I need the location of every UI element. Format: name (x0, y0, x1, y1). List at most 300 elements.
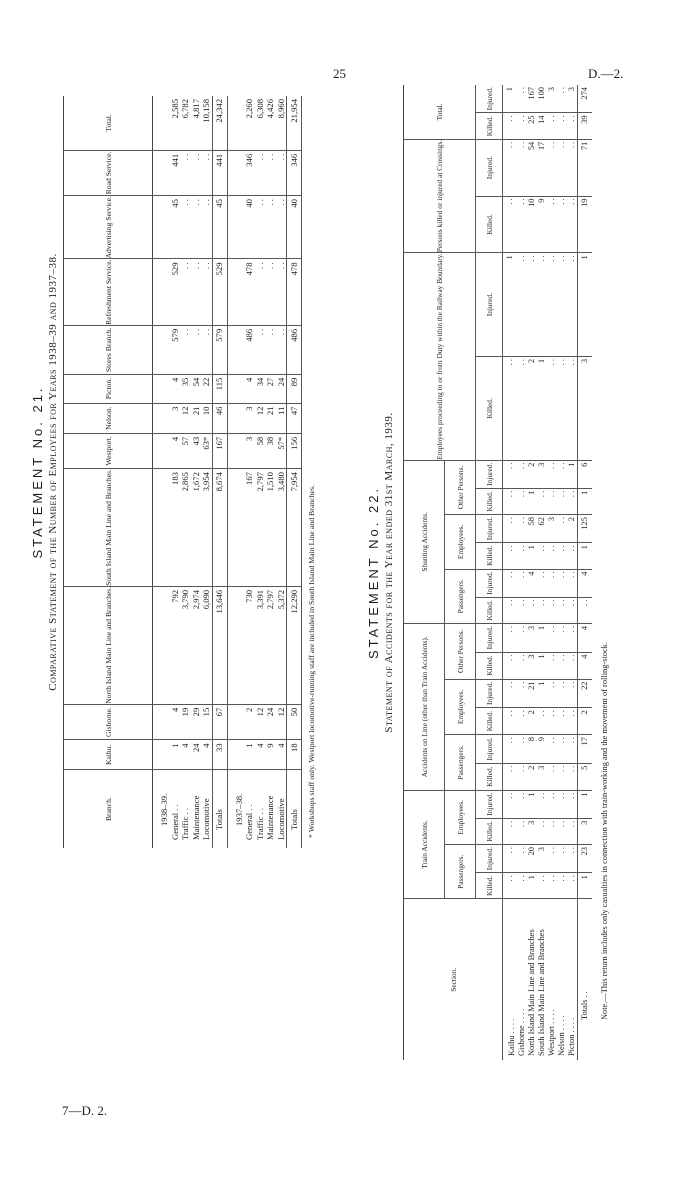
column-header: Killed. (476, 356, 503, 460)
table-cell: . . (517, 113, 527, 139)
table-cell: 478 (287, 259, 302, 325)
table-row (527, 85, 537, 1060)
table-cell: 18 (287, 740, 302, 770)
table-cell: 1 (578, 488, 593, 514)
table-cell: . . (265, 196, 276, 259)
table-row (255, 96, 266, 848)
group-header-row (404, 85, 445, 1060)
table-cell: . . (567, 139, 578, 196)
table-cell: . . (517, 597, 527, 623)
table-row (557, 85, 567, 1060)
table-cell: 3 (244, 403, 255, 433)
table-cell: . . (567, 845, 578, 873)
table-cell: . . (547, 543, 557, 569)
column-header: Westport. (64, 433, 153, 468)
table-cell: 2,865 (180, 469, 191, 587)
table-cell: . . (567, 873, 578, 899)
table-row (191, 96, 202, 848)
column-header: Killed. (476, 488, 503, 514)
table-cell: . . (191, 150, 202, 195)
table-cell: . . (517, 790, 527, 818)
table-cell: 4 (170, 704, 181, 740)
totals-row (578, 85, 593, 1060)
table-cell: 62 (537, 515, 547, 543)
table-row (265, 96, 276, 848)
table-cell: . . (517, 85, 527, 113)
table-cell: 4 (244, 374, 255, 403)
table-cell: . . (567, 113, 578, 139)
table-cell: . . (517, 569, 527, 597)
table-cell: 2 (244, 704, 255, 740)
table-cell: 183 (170, 469, 181, 587)
table-cell: 1 (244, 740, 255, 770)
table-cell: 6 (578, 460, 593, 488)
column-header: Total. (64, 96, 153, 150)
table-cell: . . (503, 488, 518, 514)
table-cell: . . (547, 623, 557, 652)
table-cell: . . (255, 259, 266, 325)
table-cell: 54 (191, 374, 202, 403)
table-cell: 486 (287, 325, 302, 374)
table-cell: . . (201, 325, 212, 374)
table-cell: . . (547, 790, 557, 818)
section-label: South Island Main Line and Branches (537, 929, 546, 1056)
table-cell: . . (517, 652, 527, 679)
column-header: Employees. (445, 790, 476, 844)
column-header: Passengers. (445, 845, 476, 899)
table-cell: . . (503, 113, 518, 139)
column-header: Killed. (476, 113, 503, 139)
column-header: Injured. (476, 460, 503, 488)
table-cell: 3,480 (276, 469, 287, 587)
table-cell: 1 (170, 740, 181, 770)
table-cell: 29 (191, 704, 202, 740)
table-cell: 115 (212, 374, 227, 403)
table-cell: . . (537, 488, 547, 514)
table-cell: 2 (527, 763, 537, 790)
table-cell: 792 (170, 586, 181, 704)
statement-22-note: Note.—This return includes only casualties in connection with train-working and the movement of rolling-stock. (600, 642, 609, 1020)
column-header: Total. (404, 85, 476, 139)
table-cell: . . (517, 735, 527, 764)
table-cell: 9 (537, 735, 547, 764)
table-cell: 1 (578, 543, 593, 569)
table-cell: 5 (578, 763, 593, 790)
table-cell: 100 (537, 85, 547, 113)
column-header: Passengers. (445, 569, 476, 623)
table-cell: 14 (537, 113, 547, 139)
table-cell: . . (537, 873, 547, 899)
table-cell: . . (503, 356, 518, 460)
table-cell: 167 (212, 433, 227, 468)
table-cell: . . (557, 460, 567, 488)
table-cell: 4 (170, 433, 181, 468)
table-cell: 54 (527, 139, 537, 196)
column-header: Nelson. (64, 403, 153, 433)
table-cell: 167 (527, 85, 537, 113)
table-cell: 1 (527, 488, 537, 514)
table-cell: . . (503, 790, 518, 818)
table-cell: 4 (201, 740, 212, 770)
table-cell: 1 (503, 85, 518, 113)
table-cell: 71 (578, 139, 593, 196)
table-cell: . . (547, 139, 557, 196)
table-cell: 33 (212, 740, 227, 770)
table-cell: . . (567, 818, 578, 844)
table-cell: 478 (244, 259, 255, 325)
statement-21 (30, 96, 316, 848)
column-header: North Island Main Line and Branches. (64, 586, 153, 704)
table-cell: . . (276, 196, 287, 259)
table-cell: . . (537, 708, 547, 735)
table-cell: . . (547, 763, 557, 790)
table-cell: . . (527, 597, 537, 623)
table-cell: 441 (170, 150, 181, 195)
table-cell: . . (557, 679, 567, 708)
table-cell: 34 (255, 374, 266, 403)
table-cell: 7,954 (287, 469, 302, 587)
table-cell: . . (557, 708, 567, 735)
table-cell: 4 (578, 623, 593, 652)
column-header: Injured. (476, 253, 503, 357)
table-cell: 8,960 (276, 96, 287, 150)
column-header: Advertising Service. (64, 196, 153, 259)
table-cell: . . (547, 460, 557, 488)
table-cell: 40 (287, 196, 302, 259)
table-row (244, 96, 255, 848)
statement-22-heading: STATEMENT No. 22. (366, 485, 381, 660)
table-cell: 3 (537, 460, 547, 488)
table-cell: . . (547, 597, 557, 623)
table-cell: . . (503, 708, 518, 735)
table-cell: . . (517, 253, 527, 357)
table-cell: . . (557, 85, 567, 113)
table-cell: 63* (201, 433, 212, 468)
table-cell: . . (503, 652, 518, 679)
table-cell: . . (557, 623, 567, 652)
table-cell: 486 (244, 325, 255, 374)
table-cell: 3 (578, 356, 593, 460)
table-cell: 2 (578, 708, 593, 735)
table-cell: 10 (201, 403, 212, 433)
table-cell: . . (265, 259, 276, 325)
table-cell: 3,391 (255, 586, 266, 704)
table-cell: . . (180, 196, 191, 259)
table-cell: 1,672 (191, 469, 202, 587)
table-cell: 1 (503, 253, 518, 357)
table-cell: . . (517, 543, 527, 569)
column-header: Injured. (476, 623, 503, 652)
table-cell: 274 (578, 85, 593, 113)
column-header: Refreshment Service. (64, 259, 153, 325)
table-cell: 17 (578, 735, 593, 764)
table-cell: 19 (180, 704, 191, 740)
table-cell: . . (547, 735, 557, 764)
statement-22 (366, 85, 609, 1060)
group-label-row (153, 96, 170, 848)
table-cell: . . (517, 488, 527, 514)
column-header: Other Persons. (445, 623, 476, 679)
table-cell: . . (557, 543, 567, 569)
table-cell: 2,260 (244, 96, 255, 150)
column-header: Gisborne. (64, 704, 153, 740)
table-cell: 4 (170, 374, 181, 403)
table-cell: . . (503, 196, 518, 253)
table-cell: . . (276, 325, 287, 374)
table-cell: 529 (170, 259, 181, 325)
table-cell: . . (527, 253, 537, 357)
table-cell: . . (557, 196, 567, 253)
table-cell: 2 (567, 515, 578, 543)
table-cell: . . (547, 873, 557, 899)
branch-label: General . . (169, 804, 180, 840)
table-cell: 10,158 (201, 96, 212, 150)
column-header: Injured. (476, 569, 503, 597)
table-cell: 58 (255, 433, 266, 468)
table-cell: 4 (180, 740, 191, 770)
table-cell: 5,372 (276, 586, 287, 704)
table-cell: 346 (287, 150, 302, 195)
table-cell: . . (191, 325, 202, 374)
table-cell: 6,782 (180, 96, 191, 150)
table-cell: . . (557, 873, 567, 899)
section-label: Westport . . . . (547, 1009, 556, 1056)
table-cell: 47 (287, 403, 302, 433)
table-cell: 3 (567, 85, 578, 113)
table-cell: 35 (180, 374, 191, 403)
table-cell: 58 (527, 515, 537, 543)
table-cell: 3 (547, 85, 557, 113)
totals-label: Totals (212, 770, 227, 848)
table-cell: 4 (578, 569, 593, 597)
table-cell: 1 (537, 356, 547, 460)
column-header: Employees. (445, 515, 476, 569)
column-header: Injured. (476, 845, 503, 873)
table-row (180, 96, 191, 848)
totals-row (212, 96, 227, 848)
table-cell: . . (547, 679, 557, 708)
table-cell: . . (557, 845, 567, 873)
statement-22-rows (503, 85, 578, 1060)
table-cell: . . (517, 873, 527, 899)
table-cell: . . (557, 253, 567, 357)
table-cell: 2 (527, 356, 537, 460)
group-label-row (227, 96, 244, 848)
table-cell: . . (180, 325, 191, 374)
table-cell: 21 (191, 403, 202, 433)
column-header: Shunting Accidents. (404, 460, 445, 623)
table-cell: . . (517, 708, 527, 735)
table-cell: . . (557, 735, 567, 764)
table-cell: 3,790 (180, 586, 191, 704)
year-label: 1938–39. (159, 793, 169, 826)
table-cell: . . (567, 735, 578, 764)
table-cell: . . (557, 652, 567, 679)
table-cell: 529 (212, 259, 227, 325)
table-cell: . . (191, 196, 202, 259)
table-cell: . . (567, 623, 578, 652)
column-header: Injured. (476, 735, 503, 764)
table-cell: . . (547, 113, 557, 139)
table-cell: 12,290 (287, 586, 302, 704)
column-header: Passengers. (445, 735, 476, 791)
table-cell: . . (180, 259, 191, 325)
table-cell: 8 (527, 735, 537, 764)
table-cell: 21 (527, 679, 537, 708)
table-row (537, 85, 547, 1060)
table-cell: 3 (527, 623, 537, 652)
table-cell: 89 (287, 374, 302, 403)
branch-label: Traffic . . (180, 808, 190, 840)
table-cell: 12 (180, 403, 191, 433)
table-cell: . . (201, 150, 212, 195)
table-row (170, 96, 181, 848)
table-cell: . . (517, 818, 527, 844)
column-header: Injured. (476, 679, 503, 708)
table-cell: . . (503, 139, 518, 196)
table-cell: . . (503, 735, 518, 764)
table-cell: 6,090 (201, 586, 212, 704)
table-cell: . . (503, 763, 518, 790)
table-cell: . . (255, 150, 266, 195)
table-cell: . . (255, 196, 266, 259)
table-cell: 9 (537, 196, 547, 253)
statement-21-footnote: * Workshops staff only. Westport locomotive-running staff are included in South Island Main Line and Branches. (307, 484, 316, 838)
statement-22-table (403, 85, 592, 1060)
table-cell: 156 (287, 433, 302, 468)
table-cell: . . (557, 818, 567, 844)
table-cell: 15 (201, 704, 212, 740)
table-cell: . . (517, 623, 527, 652)
table-cell: 1 (578, 873, 593, 899)
footer-reference: 7—D. 2. (62, 1103, 108, 1118)
table-cell: 6,308 (255, 96, 266, 150)
column-header: Killed. (476, 708, 503, 735)
table-cell: . . (537, 597, 547, 623)
section-label: Kaihu . . . . (507, 1018, 516, 1056)
table-cell: 27 (265, 374, 276, 403)
table-cell: . . (547, 845, 557, 873)
group-1938-39 (170, 96, 213, 848)
table-cell: . . (547, 818, 557, 844)
table-cell: . . (547, 652, 557, 679)
table-cell: . . (547, 569, 557, 597)
table-cell: . . (517, 196, 527, 253)
table-cell: . . (557, 139, 567, 196)
table-cell: 3 (547, 515, 557, 543)
table-cell: 3 (537, 845, 547, 873)
table-cell: 38 (265, 433, 276, 468)
table-cell: . . (557, 597, 567, 623)
table-cell: . . (547, 253, 557, 357)
table-cell: . . (547, 708, 557, 735)
column-header: Killed. (476, 763, 503, 790)
table-cell: . . (265, 150, 276, 195)
table-cell: 441 (212, 150, 227, 195)
table-cell: 4,426 (265, 96, 276, 150)
statement-22-title: Statement of Accidents for the Year ended 31st March, 1939. (383, 412, 395, 733)
table-cell: 50 (287, 704, 302, 740)
table-cell: . . (557, 356, 567, 460)
table-cell: 1 (537, 679, 547, 708)
table-cell: 2 (527, 460, 537, 488)
table-cell: 13,646 (212, 586, 227, 704)
table-cell: . . (567, 488, 578, 514)
statement-21-title: Comparative Statement of the Number of Employees for Years 1938–39 and 1937–38. (47, 253, 59, 691)
table-cell: . . (180, 150, 191, 195)
table-cell: 3 (578, 818, 593, 844)
table-cell: . . (276, 259, 287, 325)
column-header: South Island Main Line and Branches. (64, 469, 153, 587)
table-cell: . . (517, 763, 527, 790)
table-cell: 24 (265, 704, 276, 740)
table-cell: 4 (527, 569, 537, 597)
table-cell: . . (567, 253, 578, 357)
branch-label: Traffic . . (254, 808, 265, 840)
branch-label: Locomotive (201, 798, 211, 840)
table-cell: 2 (527, 708, 537, 735)
table-cell: 346 (244, 150, 255, 195)
document-reference: D.—2. (588, 66, 624, 81)
table-cell: 10 (527, 196, 537, 253)
column-header: Injured. (476, 139, 503, 196)
column-header: Killed. (476, 818, 503, 844)
column-header: Killed. (476, 873, 503, 899)
table-row (547, 85, 557, 1060)
table-cell: 1 (578, 253, 593, 357)
table-cell: . . (201, 196, 212, 259)
table-cell: 2,585 (170, 96, 181, 150)
table-cell: 57* (276, 433, 287, 468)
table-cell: . . (517, 515, 527, 543)
table-cell: . . (557, 763, 567, 790)
table-cell: 2,974 (191, 586, 202, 704)
table-cell: 23 (578, 845, 593, 873)
table-cell: 4 (578, 652, 593, 679)
table-cell: 43 (191, 433, 202, 468)
table-cell: 46 (212, 403, 227, 433)
table-cell: . . (276, 150, 287, 195)
column-header: Section. (404, 899, 503, 1060)
table-cell: 20 (527, 845, 537, 873)
column-header: Injured. (476, 515, 503, 543)
table-cell: . . (557, 515, 567, 543)
table-cell: 3 (170, 403, 181, 433)
table-cell: 3 (537, 763, 547, 790)
table-cell: . . (503, 460, 518, 488)
table-cell: . . (537, 818, 547, 844)
branch-label: General . . (244, 804, 254, 840)
table-cell: 579 (212, 325, 227, 374)
column-header: Accidents on Line (other than Train Accidents). (404, 623, 445, 790)
table-cell: . . (567, 652, 578, 679)
column-header: Train Accidents. (404, 790, 445, 899)
table-cell: . . (567, 679, 578, 708)
table-row (567, 85, 578, 1060)
table-cell: 4,817 (191, 96, 202, 150)
table-cell: . . (517, 845, 527, 873)
table-cell: 730 (244, 586, 255, 704)
table-cell: . . (537, 569, 547, 597)
column-header: Killed. (476, 652, 503, 679)
table-cell: . . (557, 790, 567, 818)
table-cell: . . (503, 623, 518, 652)
table-cell: . . (255, 325, 266, 374)
table-cell: . . (503, 873, 518, 899)
table-cell: 1 (537, 652, 547, 679)
table-cell: 24 (276, 374, 287, 403)
table-cell: 24,342 (212, 96, 227, 150)
